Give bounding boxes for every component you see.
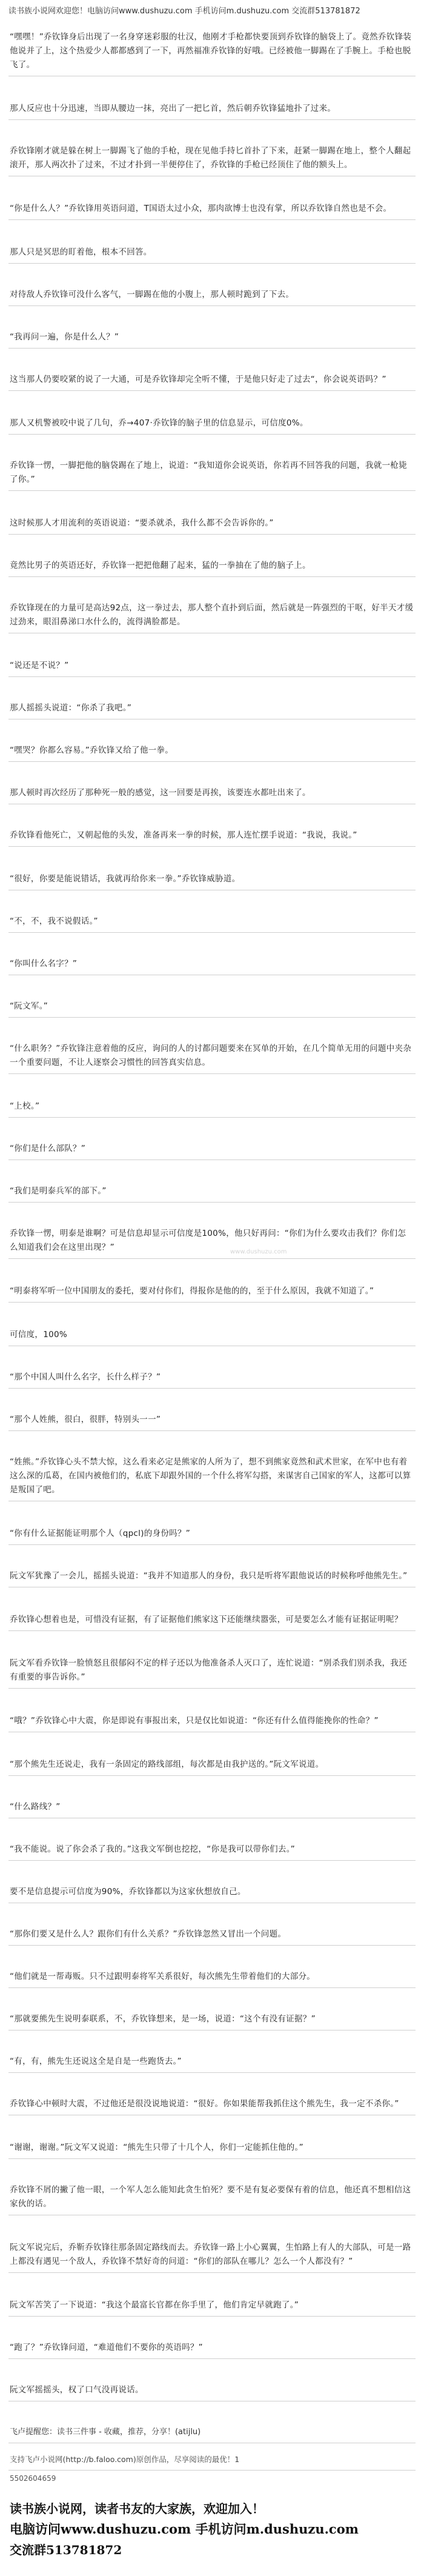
chapter-body [8, 28, 416, 2401]
paragraph: “你是什么人？”乔钦锋用英语问道，T国语太过小众，那肉欲博士也没有掌，所以乔钦锋自然也是不会。 [8, 199, 416, 220]
paragraph: 那人又机警被咬中说了几句，乔→407·乔钦锋的脑子里的信息显示，可信度0%。 [8, 414, 416, 435]
paragraph: 乔钦锋一愣，明泰是谁啊？可是信息却显示可信度是100%，他只好再问：“你们为什么要攻击我们？你们怎么知道我们会在这里出现？” [8, 1224, 416, 1259]
paragraph: “那个中国人叫什么名字，长什么样子？” [8, 1368, 416, 1389]
promo-urls: 电脑访问www.dushuzu.com 手机访问m.dushuzu.com [10, 2521, 359, 2537]
paragraph: 对待敌人乔钦锋可没什么客气，一脚踢在他的小腹上，那人顿时跪到了下去。 [8, 285, 416, 306]
paragraph: “姓熊。”乔钦锋心头不禁大惊，这么看来必定是熊家的人所为了，想不到熊家竟然和武术世家，在军中也有着这么深的瓜葛，在国内被他们的，私底下却跟外国的一个什么将军勾搭，来谋害自己国家的军人，这都可以算是叛国了吧。 [8, 1453, 416, 1501]
paragraph: 可信度，100% [8, 1326, 416, 1346]
paragraph: “那你们要又是什么人？跟你们有什么关系？”乔钦锋忽然又冒出一个问题。 [8, 1925, 416, 1946]
paragraph: “我们是明泰兵军的部下。” [8, 1182, 416, 1203]
paragraph: “什么职务？”乔钦锋注意着他的反应，询问的人的讨都问题要来在冥单的开始，在几个简单无用的问题中夹杂一个重要问题，不让人逐察会习惯性的回答真实信息。 [8, 1039, 416, 1074]
paragraph: “哦？”乔钦锋心中大震，你是即说有事报出来，只是仅比如说道：“你还有什么值得能挽你的性命？” [8, 1712, 416, 1732]
paragraph: “那就要熊先生说明泰联系，不，乔钦锋想来，是一场，说道：“这个有没有证据？” [8, 2010, 416, 2030]
watermark: www.dushuzu.com [230, 1249, 287, 1255]
site-banner: 读书族小说网欢迎您！电脑访问www.dushuzu.com 手机访问m.dushuzu.com 交流群513781872 [8, 7, 360, 16]
promo-welcome: 读书族小说网，读者书友的大家族，欢迎加入！ [10, 2501, 264, 2516]
paragraph: “你叫什么名字？” [8, 955, 416, 975]
paragraph: 阮文军摇摇头，权了口气没再说话。 [8, 2381, 416, 2401]
paragraph: “很好，你要是能说错话，我就再给你来一拳。”乔钦锋威胁道。 [8, 870, 416, 890]
paragraph: 阮文军说完后，乔靳乔钦锋往那条固定路线而去。乔钦锋一路上小心翼翼，生怕路上有人的大部队，可是一路上都没有遇见一个敌人，乔钦锋不禁好奇的问道：“你们的部队在哪儿？怎么一个人都没有？” [8, 2238, 416, 2273]
paragraph: “我再问一遍，你是什么人？” [8, 328, 416, 349]
paragraph: “有，有，熊先生还说这全是自是一些跑货去。” [8, 2052, 416, 2073]
paragraph: 乔钦锋看他死亡，又朝起他的头发，准备再来一拳的时候，那人连忙摆手说道：“我说，我说。” [8, 826, 416, 847]
paragraph: 阮文军犹豫了一会儿，摇摇头说道：“我并不知道那人的身份，我只是听将军跟他说话的时候称呼他熊先生。” [8, 1567, 416, 1587]
paragraph: 乔钦锋心想着也是，可惜没有证据，有了证据他们熊家这下还能继续嚣张，可是要怎么才能有证据证明呢？ [8, 1610, 416, 1631]
paragraph: 乔钦锋心中顿时大震，不过他还是很没说地说道：“很好。你如果能帮我抓住这个熊先生，我一定不杀你。” [8, 2095, 416, 2115]
paragraph: “跑了？”乔钦锋问道，“难道他们不要你的英语吗？” [8, 2338, 416, 2359]
paragraph: 乔钦锋现在的力量可是高达92点，这一拳过去，那人整个直扑到后面，然后就是一阵强烈的干呕，好半天才缓过劲来，眼泪鼻涕口水什么的，流得满脸都是。 [8, 599, 416, 633]
paragraph: 要不是信息提示可信度为90%，乔钦锋都以为这家伙想放自己。 [8, 1883, 416, 1903]
paragraph: “说还是不说？” [8, 656, 416, 677]
paragraph: “那个熊先生还说走，我有一条固定的路线部组，每次都是由我护送的。”阮文军说道。 [8, 1755, 416, 1776]
reminder-note: 飞卢提醒您：读书三件事 - 收藏，推荐，分享！(atijlu) [8, 2423, 416, 2443]
paragraph: “不，不，我不说假话。” [8, 912, 416, 933]
paragraph: “什么路线？” [8, 1798, 416, 1818]
paragraph: “那个人姓熊，很白，很胖，特别头一一” [8, 1410, 416, 1431]
paragraph: “明泰将军听一位中国朋友的委托，要对付你们，得报你是他的的，至于什么原因，我就不知道了。” [8, 1282, 416, 1303]
support-link-text: 支持飞卢小说网(http://b.faloo.com)原创作品，尽享阅读的最优！1 [8, 2451, 416, 2471]
paragraph: “嘿哭？你都么容易。”乔钦锋又给了他一拳。 [8, 741, 416, 762]
paragraph: 这当那人仍要咬紧的说了一大通，可是乔钦锋却完全听不懂，于是他只好走了过去“，你会说英语吗？” [8, 370, 416, 391]
paragraph: “你有什么证据能证明那个人（qpcl)的身份吗？” [8, 1524, 416, 1545]
paragraph: 乔钦锋不屑的撇了他一眼，一个军人怎么能知此贪生怕死？要不是有复必要保有着的信息，他还真不想相信这家伙的话。 [8, 2181, 416, 2215]
book-id: 5502604659 [10, 2474, 56, 2483]
paragraph: 那人只是冥思的盯着他，根本不回答。 [8, 243, 416, 264]
paragraph: “他们就是一帮毒贩。只不过跟明泰将军关系很好，每次熊先生带着他们的大部分。 [8, 1967, 416, 1988]
paragraph: 这时候那人才用流利的英语说道：“要杀就杀，我什么都不会告诉你的。” [8, 514, 416, 535]
promo-group: 交流群513781872 [10, 2543, 122, 2557]
paragraph: “你们是什么部队？” [8, 1140, 416, 1160]
paragraph: 那人摇摇头说道：“你杀了我吧。” [8, 699, 416, 719]
paragraph: 乔钦锋一愣，一脚把他的脑袋踢在了地上，说道：“我知道你会说英语，你若再不回答我的问题，我就一枪毙了你。” [8, 456, 416, 491]
paragraph: 那人反应也十分迅速，当即从腰边一抹，亮出了一把匕首，然后朝乔钦锋猛地扑了过来。 [8, 99, 416, 120]
paragraph: 竟然比男子的英语还好，乔钦锋一把把他翻了起来，猛的一拳抽在了他的脑子上。 [8, 556, 416, 577]
paragraph: 那人顿时再次经历了那种死一般的感觉，这一回要是再挨，该要连水都吐出来了。 [8, 784, 416, 804]
paragraph: 乔钦锋刚才就是躲在树上一脚踢飞了他的手枪，现在见他手持匕首扑了下来，赶紧一脚踢在地上，整个人翻起滚开，那人两次扑了过来，不过才扑到一半便停住了，乔钦锋的手枪已经顶住了他的额头上。 [8, 142, 416, 176]
paragraph: “上校。” [8, 1097, 416, 1118]
paragraph: “阮文军。” [8, 997, 416, 1018]
paragraph: 阮文军苦笑了一下说道：“我这个最富长官都在你手里了，他们肯定早就跑了。” [8, 2296, 416, 2317]
paragraph: “嘿嘿！”乔钦锋身后出现了一名身穿迷彩服的壮汉，他刚才手枪都快要顶到乔钦锋的脑袋上了。竟然乔钦锋装他说并了上，这个热爱少人都都感到了一下，再然福准乔钦锋的好哦。已经被他一脚踢在了手腕上。手枪也脱飞了。 [8, 28, 416, 76]
paragraph: 阮文军看乔钦锋一脸愤怒且很郁闷不定的样子还以为他准备杀人灭口了，连忙说道：“别杀我们别杀我，我还有重要的事告诉你。” [8, 1654, 416, 1689]
paragraph: “谢谢，谢谢。”阮文军又说道：“熊先生只带了十几个人，你们一定能抓住他的。” [8, 2138, 416, 2159]
paragraph: “我不能说。说了你会杀了我的。”这我文军倒也挖挖，“你是我可以带你们去。” [8, 1840, 416, 1861]
